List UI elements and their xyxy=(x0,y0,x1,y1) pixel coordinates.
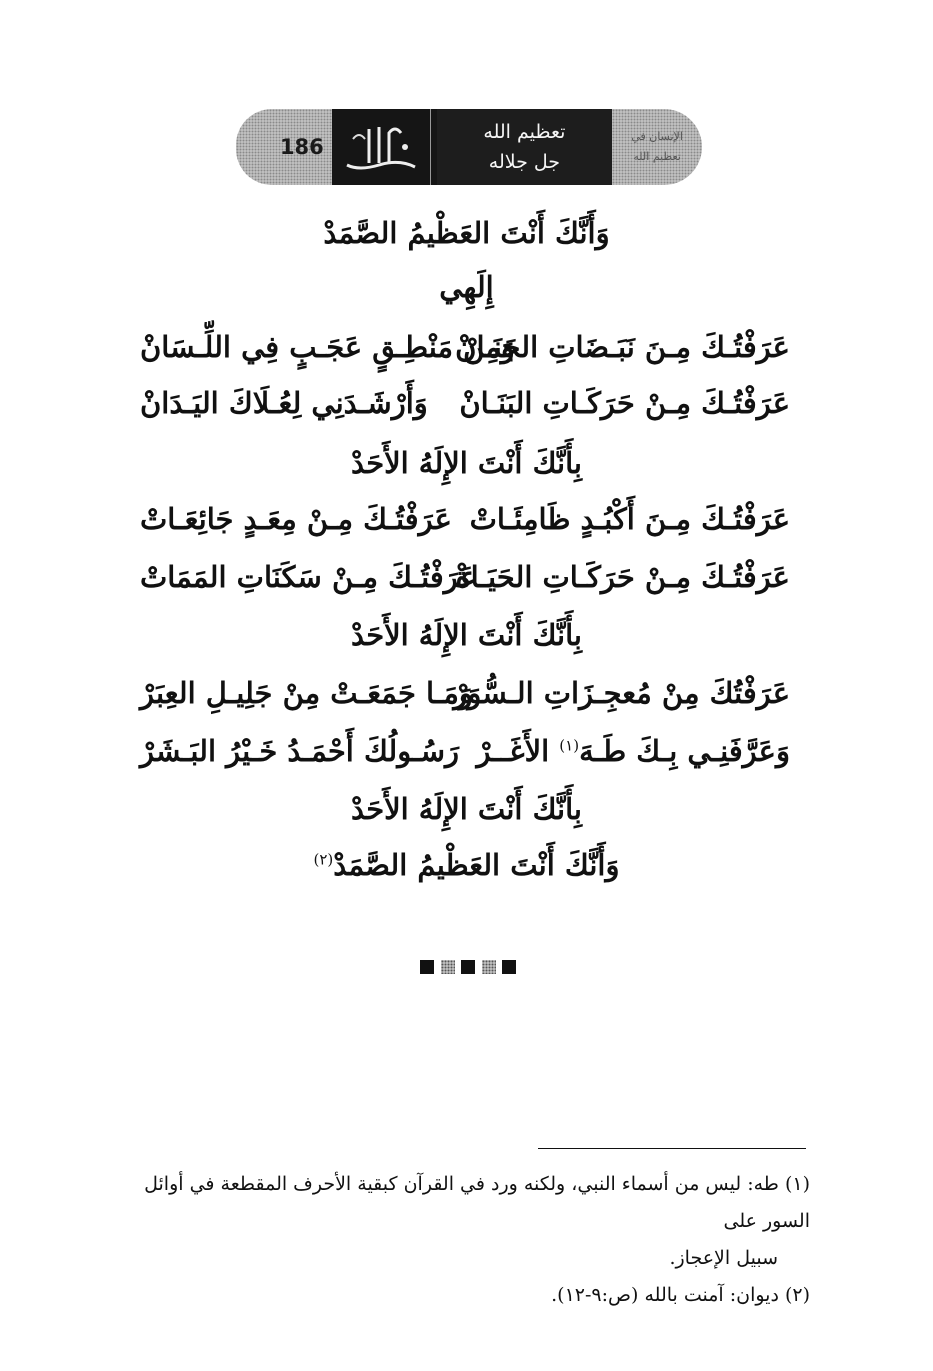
couplet-left-hemistich: رَسُـولُكَ أَحْمَـدُ خَـيْرُ البَـشَرْ xyxy=(140,734,459,768)
hemistich-text: وَعَرَّفَنِـي بِـكَ طَـهَ xyxy=(579,734,790,768)
footnote-1-continuation: سبيل الإعجاز. xyxy=(669,1247,778,1269)
hemistich-text: الأَغَــرْ xyxy=(476,734,560,768)
poem-refrain: بِأَنَّكَ أَنْتَ الإِلَهُ الأَحَدْ xyxy=(350,446,583,480)
section-separator xyxy=(420,960,516,974)
couplet-left-hemistich: وَأَرْشَـدَنِي لِعُـلَاكَ اليَـدَانْ xyxy=(140,386,428,420)
footnote-2 xyxy=(120,1277,810,1314)
poem-opening-line: وَأَنَّكَ أَنْتَ العَظْيمُ الصَّمَدْ xyxy=(323,216,610,250)
couplet-left-hemistich: عَرَفْتُـكَ مِـنْ سَكَنَاتِ المَمَاتْ xyxy=(140,560,478,594)
calligraphy-icon xyxy=(339,117,423,177)
poem-couplet xyxy=(140,330,790,380)
allah-calligraphy-emblem xyxy=(332,109,430,185)
separator-square xyxy=(482,960,496,974)
poem-couplet xyxy=(140,676,790,726)
chapter-title-line-2: جل جلاله xyxy=(488,151,561,173)
couplet-left-hemistich: عَرَفْتُـكَ مِـنْ مِعَـدٍ جَائِعَـاتْ xyxy=(140,502,452,536)
header-divider xyxy=(430,109,437,185)
chapter-title-line-1: تعظيم الله xyxy=(483,121,566,143)
poem-refrain: بِأَنَّكَ أَنْتَ الإِلَهُ الأَحَدْ xyxy=(350,792,583,826)
couplet-left-hemistich: وَمِنْ مَنْطِـقٍ عَجَـبٍ فِي اللِّـسَانْ xyxy=(140,330,515,364)
couplet-right-hemistich: عَرَفْتُـكَ مِـنَ أَكْبُـدٍ ظَامِئَـاتْ xyxy=(469,502,790,536)
footnote-2-number: (٢) xyxy=(784,1284,810,1306)
poem-couplet xyxy=(140,560,790,610)
series-title-line-1: الإنسان في xyxy=(631,130,683,143)
footnote-1-number: (١) xyxy=(784,1173,810,1195)
couplet-right-hemistich: عَرَفْتُـكَ مِـنَ نَبَـضَاتِ الجَنَـانْ xyxy=(455,330,790,364)
poem-couplet xyxy=(140,734,790,784)
couplet-right-hemistich: عَرَفْتُـكَ مِـنْ حَرَكَـاتِ الحَيَـاةْ xyxy=(455,560,790,594)
footnote-1-text: طه: ليس من أسماء النبي، ولكنه ورد في القرآن كبقية الأحرف المقطعة في أوائل السور على xyxy=(144,1173,810,1232)
poem-couplet xyxy=(140,502,790,552)
poem-closing-line xyxy=(0,848,933,882)
header-left-cap xyxy=(236,109,272,185)
footnote-ref-1[interactable]: (١) xyxy=(559,736,580,755)
closing-text: وَأَنَّكَ أَنْتَ العَظْيمُ الصَّمَدْ xyxy=(333,848,620,882)
footnote-ref-2[interactable]: (٢) xyxy=(313,850,334,869)
series-title xyxy=(612,109,702,185)
footnote-1 xyxy=(120,1166,810,1240)
separator-square xyxy=(461,960,475,974)
couplet-right-hemistich: عَرَفْتُـكَ مِـنْ حَرَكَـاتِ البَنَـانْ xyxy=(459,386,790,420)
chapter-title xyxy=(437,109,613,185)
page-number: 186 xyxy=(272,109,332,185)
couplet-right-hemistich xyxy=(476,734,790,768)
footnote-2-text: ديوان: آمنت بالله (ص:٩-١٢). xyxy=(551,1284,779,1306)
couplet-left-hemistich: وَمَـا جَمَعَـتْ مِنْ جَلِيـلِ العِبَرْ xyxy=(140,676,473,710)
series-title-line-2: تعظيم الله xyxy=(633,150,681,163)
page-header-banner xyxy=(236,109,702,185)
poem-couplet xyxy=(140,386,790,436)
couplet-right-hemistich: عَرَفْتُكَ مِنْ مُعجِـزَاتِ الـسُّوَرْ xyxy=(453,676,790,710)
separator-square xyxy=(420,960,434,974)
footnote-rule xyxy=(538,1148,806,1149)
separator-square xyxy=(502,960,516,974)
separator-square xyxy=(441,960,455,974)
poem-ilahi-line: إِلَهِي xyxy=(439,270,494,304)
poem-refrain: بِأَنَّكَ أَنْتَ الإِلَهُ الأَحَدْ xyxy=(350,618,583,652)
footnotes xyxy=(120,1166,810,1314)
